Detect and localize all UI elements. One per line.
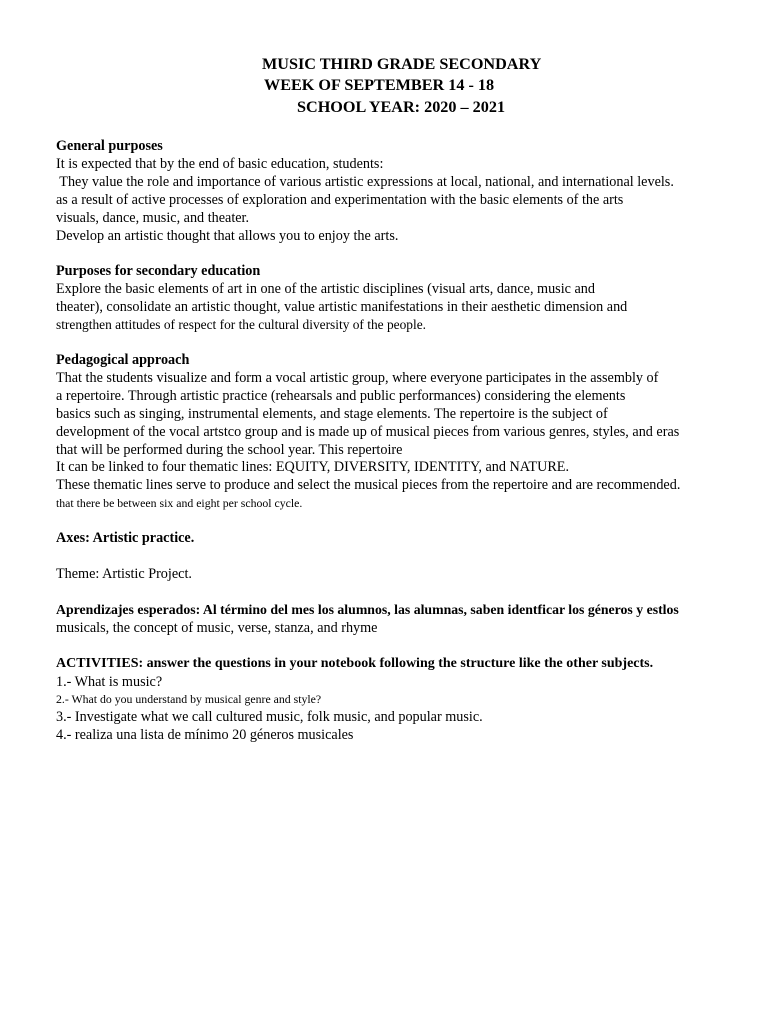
axes-line: Axes: Artistic practice. [56,530,195,546]
general-purposes-line: It is expected that by the end of basic education, students: [56,156,384,172]
activity-item: 3.- Investigate what we call cultured music, folk music, and popular music. [56,709,483,725]
activity-item: 1.- What is music? [56,674,163,690]
activity-item: 2.- What do you understand by musical genre and style? [56,692,322,706]
general-purposes-line: as a result of active processes of exploration and experimentation with the basic elements of the arts [56,192,624,208]
activities-heading: ACTIVITIES: answer the questions in your notebook following the structure like the other subjects. [56,656,654,671]
expected-learning-heading: Aprendizajes esperados: Al término del mes los alumnos, las alumnas, saben identficar los géneros y estlos [56,602,679,617]
title-line-1: MUSIC THIRD GRADE SECONDARY [262,55,542,73]
title-line-2: WEEK OF SEPTEMBER 14 - 18 [264,76,495,94]
secondary-purposes-line: Explore the basic elements of art in one of the artistic disciplines (visual arts, dance, music and [56,281,595,297]
secondary-purposes-heading: Purposes for secondary education [56,263,261,279]
pedagogical-approach-line: basics such as singing, instrumental elements, and stage elements. The repertoire is the subject of [56,406,608,422]
expected-learning-line: musicals, the concept of music, verse, stanza, and rhyme [56,620,378,636]
general-purposes-heading: General purposes [56,138,163,154]
activity-item: 4.- realiza una lista de mínimo 20 géneros musicales [56,727,354,743]
secondary-purposes-line: theater), consolidate an artistic thought, value artistic manifestations in their aesthetic dimension and [56,299,628,315]
title-line-3: SCHOOL YEAR: 2020 – 2021 [297,98,506,116]
pedagogical-approach-line: a repertoire. Through artistic practice (rehearsals and public performances) considering the elements [56,388,626,404]
general-purposes-line: visuals, dance, music, and theater. [56,210,250,226]
pedagogical-approach-line: That the students visualize and form a vocal artistic group, where everyone participates in the assembly of [56,370,659,386]
pedagogical-approach-heading: Pedagogical approach [56,352,190,368]
pedagogical-approach-line: that will be performed during the school year. This repertoire [56,442,403,458]
pedagogical-approach-line: development of the vocal artstco group and is made up of musical pieces from various genres, styles, and eras [56,424,680,440]
general-purposes-line: They value the role and importance of various artistic expressions at local, national, and international levels. [56,174,674,190]
theme-line: Theme: Artistic Project. [56,566,192,582]
pedagogical-approach-line: It can be linked to four thematic lines: EQUITY, DIVERSITY, IDENTITY, and NATURE. [56,459,570,475]
general-purposes-line: Develop an artistic thought that allows you to enjoy the arts. [56,228,399,244]
pedagogical-approach-line: These thematic lines serve to produce and select the musical pieces from the repertoire and are recommended. [56,477,681,493]
secondary-purposes-line: strengthen attitudes of respect for the cultural diversity of the people. [56,317,426,332]
pedagogical-approach-line: that there be between six and eight per school cycle. [56,496,303,510]
